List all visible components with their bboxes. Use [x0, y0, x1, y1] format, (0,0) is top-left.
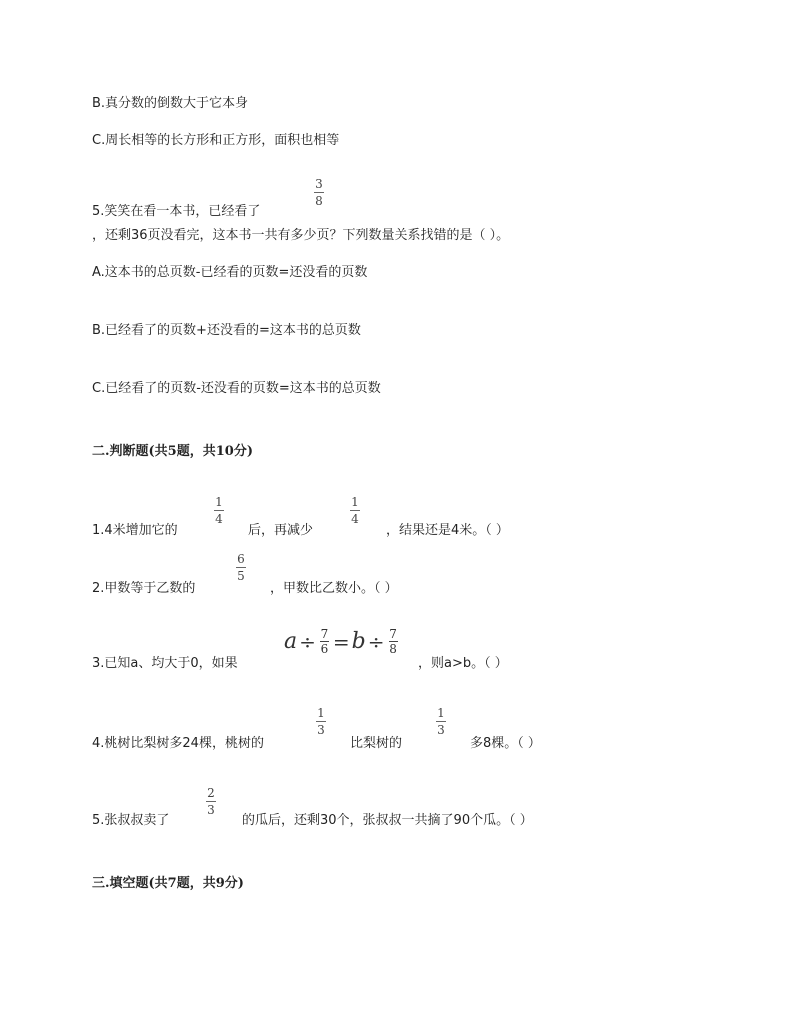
fraction-denominator: 8 [315, 194, 323, 208]
divide-sign: ÷ [367, 629, 385, 654]
equals-sign: = [332, 629, 350, 654]
formula-fraction1 [320, 628, 329, 655]
formula-var-a: a [284, 629, 298, 654]
fraction-denominator: 3 [317, 723, 325, 737]
judge-q4-part3: 多8棵。（ ） [470, 736, 541, 751]
fraction-numerator: 1 [437, 706, 445, 720]
q5-stem-part2: ，还剩36页没看完，这本书一共有多少页？下列数量关系找错的是（ ）。 [92, 228, 510, 243]
judge-q1-part3: ，结果还是4米。（ ） [386, 523, 509, 538]
judge-q5-part2: 的瓜后，还剩30个，张叔叔一共摘了90个瓜。（ ） [242, 813, 533, 828]
fraction-bar [236, 567, 246, 568]
judge-q2-part1: 2.甲数等于乙数的 [92, 581, 196, 596]
fraction-numerator: 7 [389, 627, 397, 641]
fraction-bar [350, 510, 360, 511]
fraction-denominator: 4 [351, 512, 359, 526]
q4-option-c: C.周长相等的长方形和正方形，面积也相等 [92, 133, 340, 148]
fraction-numerator: 3 [315, 177, 323, 191]
formula-var-b: b [351, 629, 366, 654]
fraction-denominator: 6 [320, 642, 329, 656]
fraction-bar [316, 721, 326, 722]
fraction-numerator: 1 [351, 495, 359, 509]
fraction-denominator: 4 [215, 512, 223, 526]
q5-option-c: C.已经看了的页数-还没看的页数=这本书的总页数 [92, 381, 381, 396]
judge-q4-part1: 4.桃树比梨树多24棵，桃树的 [92, 736, 264, 751]
q4-option-b: B.真分数的倒数大于它本身 [92, 96, 249, 111]
fraction-denominator: 3 [437, 723, 445, 737]
fraction-bar [214, 510, 224, 511]
q5-option-b: B.已经看了的页数+还没看的=这本书的总页数 [92, 323, 361, 338]
fraction-numerator: 1 [317, 706, 325, 720]
judge-q5-fraction [206, 787, 216, 817]
judge-q4-fraction2 [436, 707, 446, 737]
fraction-denominator: 8 [389, 642, 397, 656]
section3-title: 三.填空题(共7题，共9分) [92, 876, 244, 891]
judge-q4-part2: 比梨树的 [350, 736, 403, 751]
fraction-numerator: 1 [215, 495, 223, 509]
fraction-numerator: 2 [207, 786, 215, 800]
judge-q1-fraction1 [214, 496, 224, 526]
fraction-bar [314, 192, 324, 193]
fraction-numerator: 6 [237, 552, 245, 566]
fraction-denominator: 3 [207, 803, 215, 817]
judge-q3-part2: ，则a>b。（ ） [418, 656, 508, 671]
judge-q2-fraction [236, 553, 246, 583]
q5-option-a: A.这本书的总页数-已经看的页数=还没看的页数 [92, 265, 368, 280]
judge-q3-formula [284, 628, 400, 655]
judge-q1-part2: 后，再减少 [248, 523, 314, 538]
fraction-denominator: 5 [237, 569, 245, 583]
fraction-bar [206, 801, 216, 802]
judge-q3-part1: 3.已知a、均大于0，如果 [92, 656, 238, 671]
judge-q5-part1: 5.张叔叔卖了 [92, 813, 170, 828]
q5-stem-part1: 5.笑笑在看一本书，已经看了 [92, 204, 261, 219]
section2-title: 二.判断题(共5题，共10分) [92, 444, 253, 459]
fraction-bar [436, 721, 446, 722]
judge-q2-part2: ，甲数比乙数小。（ ） [270, 581, 398, 596]
judge-q4-fraction1 [316, 707, 326, 737]
judge-q1-part1: 1.4米增加它的 [92, 523, 178, 538]
divide-sign: ÷ [299, 629, 316, 654]
q5-fraction [314, 178, 324, 208]
formula-fraction2 [389, 628, 398, 655]
judge-q1-fraction2 [350, 496, 360, 526]
fraction-numerator: 7 [320, 627, 329, 641]
